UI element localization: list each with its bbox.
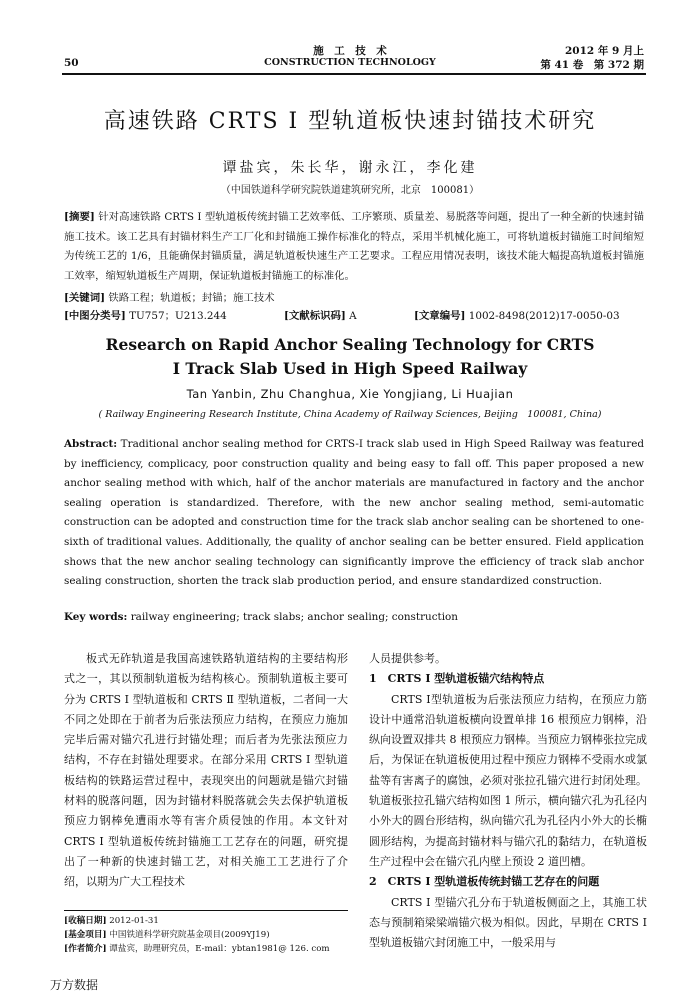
- footnote-rule: [64, 910, 348, 911]
- clc-label: [中图分类号]: [64, 310, 126, 322]
- affiliation-en: ( Railway Engineering Research Institute, China Academy of Railway Sciences, Beijing 100081, China): [98, 409, 602, 420]
- journal-name-cn: 施 工 技 术: [313, 45, 387, 57]
- body-right-column: [369, 649, 647, 953]
- fund-value: 中国铁道科学研究院基金项目(2009YJ19): [109, 930, 270, 940]
- keywords-en-text: railway engineering; track slabs; anchor sealing; construction: [130, 611, 458, 623]
- abstract-cn: [64, 208, 644, 286]
- author-bio: [64, 942, 364, 956]
- abstract-en-label: Abstract:: [64, 438, 118, 450]
- document-code: [284, 307, 357, 322]
- page-number: 50: [64, 57, 79, 69]
- author-bio-value: 谭盐宾，助理研究员，E-mail：ybtan1981@ 126. com: [109, 944, 330, 954]
- authors-en: Tan Yanbin, Zhu Changhua, Xie Yongjiang, Li Huajian: [186, 387, 514, 401]
- abstract-cn-label: [摘要]: [64, 211, 95, 223]
- header-rule: [62, 73, 646, 75]
- journal-name-en: CONSTRUCTION TECHNOLOGY: [264, 57, 436, 68]
- volume-issue: 第 41 卷 第 372 期: [540, 59, 644, 71]
- received-value: 2012-01-31: [109, 916, 159, 926]
- fund-label: [基金项目]: [64, 930, 107, 940]
- document-code-value: A: [349, 310, 357, 322]
- section-2-heading: 2 CRTS Ⅰ 型轨道板传统封锚工艺存在的问题: [369, 875, 600, 889]
- keywords-en-label: Key words:: [64, 611, 128, 623]
- keywords-en: [64, 611, 458, 623]
- abstract-en-text: Traditional anchor sealing method for CRTS-I track slab used in High Speed Railway was featured by inefficiency, complicacy, poor construction quality and being easy to fall off. This paper proposed a new anchor sealing method with which, half of the anchor materials are manufactured in factory and the anchor sealing operation is standardized. Therefore, with the new anchor sealing method, semi-automatic construction can be adopted and construction time for the track slab anchor sealing can be shortened to one-sixth of traditional values. Additionally, the quality of anchor sealing can be better ensured. Field application shows that the new anchor sealing technology can significantly improve the efficiency of track slab anchor sealing construction, shorten the track slab production period, and ensure standardized construction.: [64, 438, 644, 588]
- article-number-value: 1002-8498(2012)17-0050-03: [468, 310, 620, 322]
- title-en: Research on Rapid Anchor Sealing Technology for CRTS Ⅰ Track Slab Used in High Speed Railway: [105, 335, 595, 378]
- fund-project: [64, 928, 364, 942]
- abstract-cn-text: 针对高速铁路 CRTS Ⅰ 型轨道板传统封锚工艺效率低、工序繁琐、质量差、易脱落等问题，提出了一种全新的快速封锚施工技术。该工艺具有封锚材料生产工厂化和封锚施工操作标准化的特点，采用半机械化施工，可将轨道板封锚施工时间缩短为传统工艺的 1/6，且能确保封锚质量，满足轨道板快速生产工艺要求。工程应用情况表明，该技术能大幅提高轨道板封锚施工效率，缩短轨道板生产周期，保证轨道板封锚施工的标准化。: [64, 211, 644, 282]
- footnote: [64, 914, 364, 956]
- title-cn: 高速铁路 CRTS Ⅰ 型轨道板快速封锚技术研究: [103, 109, 597, 134]
- section-1-heading: 1 CRTS Ⅰ 型轨道板锚穴结构特点: [369, 672, 545, 686]
- intro-paragraph-end: 人员提供参考。: [369, 652, 446, 665]
- section-2-paragraph: CRTS Ⅰ 型锚穴孔分布于轨道板侧面之上，其施工状态与预制箱梁梁端锚穴极为相似。因此，早期在 CRTS Ⅰ 型轨道板锚穴封闭施工中，一般采用与: [369, 895, 647, 950]
- received-label: [收稿日期]: [64, 916, 107, 926]
- intro-paragraph: 板式无砟轨道是我国高速铁路轨道结构的主要结构形式之一，其以预制轨道板为结构核心。预制轨道板主要可分为 CRTS Ⅰ 型轨道板和 CRTS Ⅱ 型轨道板，二者间一大不同之处即在于前者为后张法预应力结构，在预应力施加完毕后需对锚穴孔进行封锚处理；而后者为先张法预应力结构，不存在封锚处理要求。在部分采用 CRTS Ⅰ 型轨道板结构的铁路运营过程中，表现突出的问题就是锚穴封锚材料的脱落问题，因为封锚材料脱落就会失去保护轨道板预应力钢棒免遭雨水等有害介质侵蚀的作用。本文针对 CRTS Ⅰ 型轨道板传统封锚施工工艺存在的问题，研究提出了一种新的快速封锚工艺，对相关施工工艺进行了介绍，以期为广大工程技术: [64, 652, 348, 889]
- clc-number: [64, 307, 227, 322]
- keywords-cn: [64, 289, 275, 304]
- watermark: 万方数据: [50, 978, 99, 992]
- authors-cn: 谭盐宾，朱长华，谢永江，李化建: [222, 160, 478, 176]
- affiliation-cn: （中国铁道科学研究院铁道建筑研究所，北京 100081）: [220, 185, 480, 196]
- article-number: [414, 307, 620, 322]
- received-date: [64, 914, 364, 928]
- keywords-cn-text: 铁路工程；轨道板；封锚；施工技术: [108, 292, 275, 304]
- article-number-label: [文章编号]: [414, 310, 466, 322]
- clc-value: TU757；U213.244: [129, 310, 227, 322]
- body-left-column: [64, 649, 348, 893]
- section-1-paragraph: CRTS Ⅰ型轨道板为后张法预应力结构，在预应力筋设计中通常沿轨道板横向设置单排 16 根预应力钢棒，沿纵向设置双排共 8 根预应力钢棒。当预应力钢棒张拉完成后，为保证在轨道板使用过程中预应力钢棒不受雨水或氯盐等有害离子的腐蚀，必须对张拉孔锚穴进行封闭处理。轨道板张拉孔锚穴结构如图 1 所示，横向锚穴孔为孔径内小外大的圆台形结构，纵向锚穴孔为孔径内小外大的长椭圆形结构，为提高封锚材料与锚穴孔的黏结力，在轨道板生产过程中会在锚穴孔内壁上预设 2 道凹槽。: [369, 692, 647, 868]
- author-bio-label: [作者简介]: [64, 944, 107, 954]
- keywords-cn-label: [关键词]: [64, 292, 106, 304]
- document-code-label: [文献标识码]: [284, 310, 346, 322]
- abstract-en: [64, 435, 644, 592]
- issue-date: 2012 年 9 月上: [565, 45, 644, 57]
